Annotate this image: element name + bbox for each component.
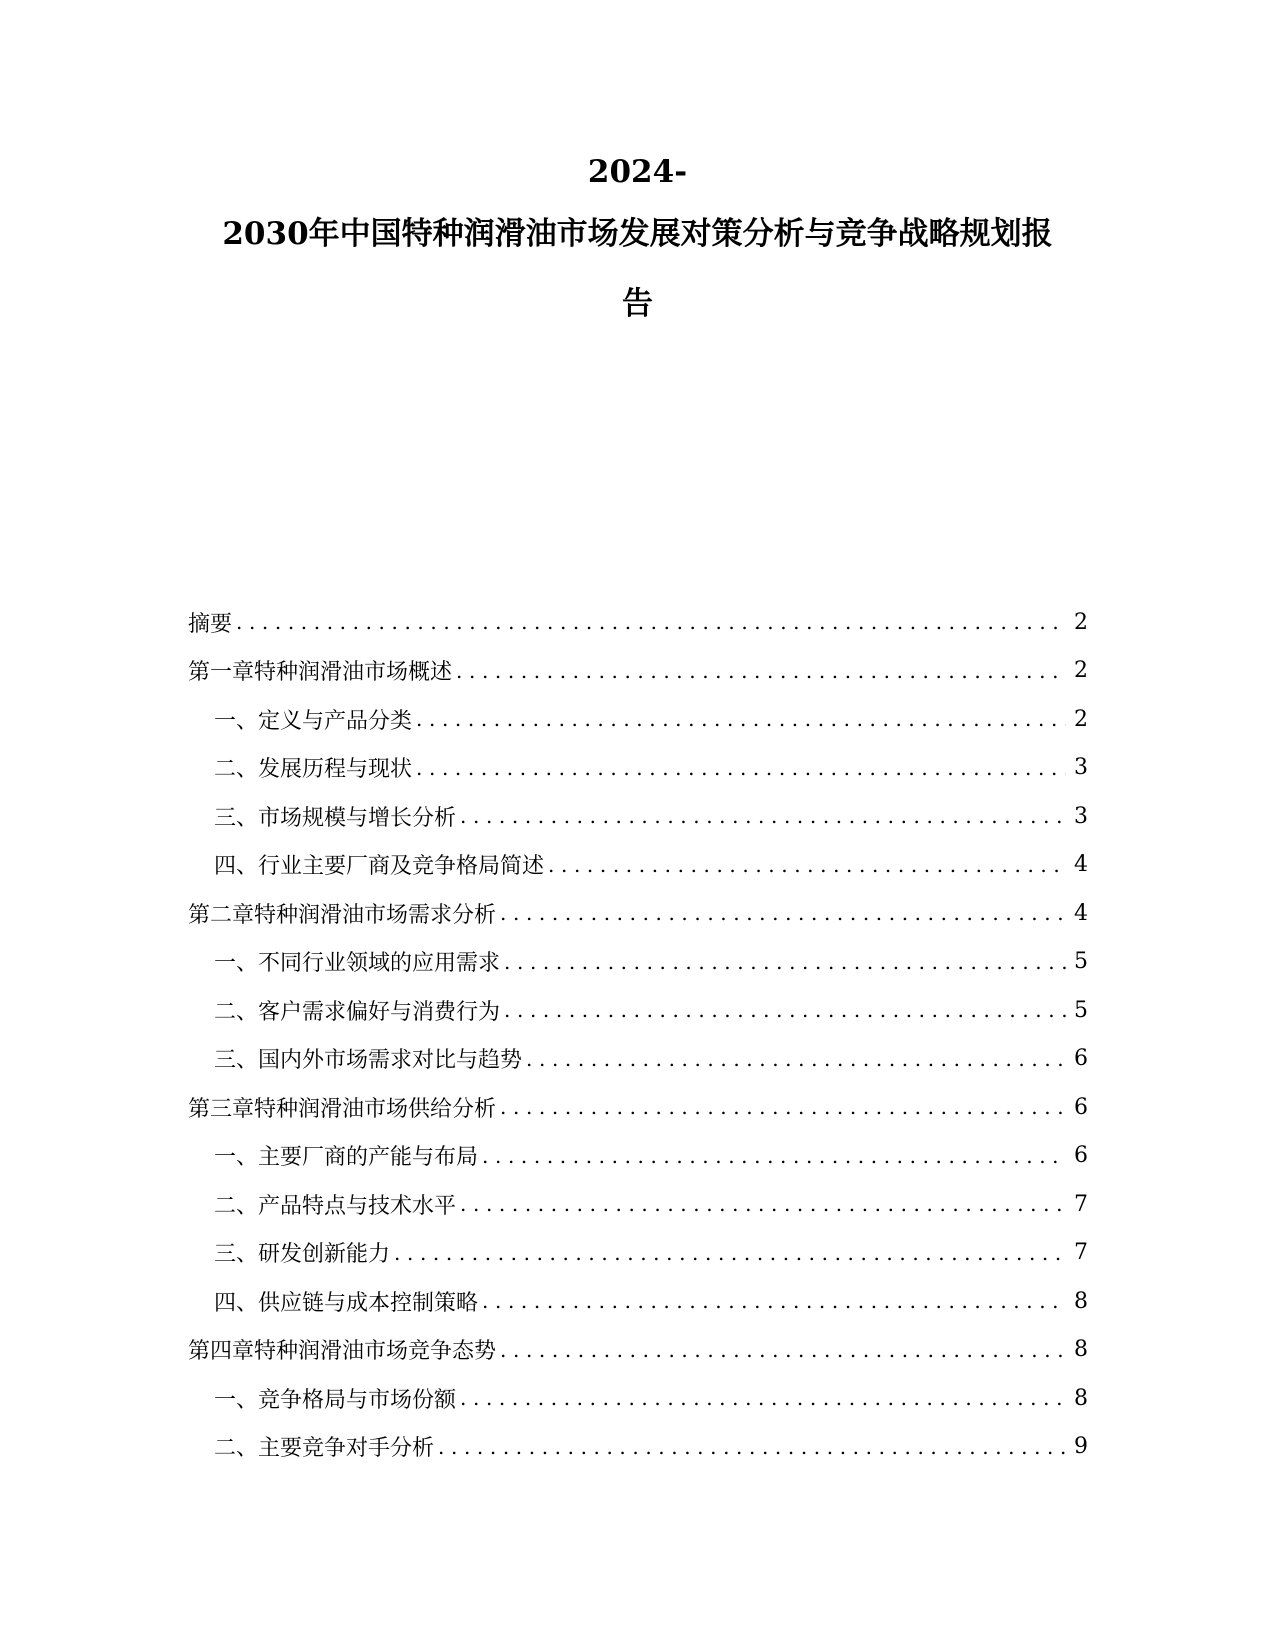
toc-entry-number: 二、 (214, 1436, 259, 1462)
toc-entry-page-number: 8 (1074, 1337, 1088, 1363)
toc-dot-leader (416, 756, 1066, 780)
toc-entry-page-number: 4 (1074, 900, 1088, 926)
toc-dot-leader (548, 853, 1066, 877)
toc-dot-leader (500, 1338, 1066, 1362)
toc-entry-title: 产品特点与技术水平 (258, 1193, 457, 1219)
toc-dot-leader (456, 659, 1066, 683)
toc-dot-leader (526, 1047, 1066, 1071)
toc-entry[interactable] (188, 1035, 1088, 1084)
toc-entry-number: 第三章 (188, 1096, 255, 1122)
toc-entry[interactable] (188, 1083, 1088, 1132)
toc-entry-number: 二、 (214, 999, 259, 1025)
toc-entry-title: 市场规模与增长分析 (258, 805, 457, 831)
toc-entry-page-number: 6 (1074, 1143, 1088, 1169)
document-title-line-2: 2030年中国特种润滑油市场发展对策分析与竞争战略规划报 (222, 216, 1053, 252)
toc-entry[interactable] (188, 1326, 1088, 1375)
toc-dot-leader (482, 1289, 1066, 1313)
toc-entry[interactable] (188, 889, 1088, 938)
toc-entry-number: 第一章 (188, 660, 255, 686)
document-title-line-1: 2024- (587, 154, 688, 190)
toc-dot-leader (504, 950, 1066, 974)
toc-entry-title: 供应链与成本控制策略 (258, 1290, 479, 1316)
toc-entry[interactable] (188, 1423, 1088, 1472)
toc-entry-page-number: 2 (1074, 658, 1088, 684)
toc-entry-page-number: 7 (1074, 1191, 1088, 1217)
toc-entry-page-number: 2 (1074, 706, 1088, 732)
toc-entry-page-number: 3 (1074, 803, 1088, 829)
toc-entry-title: 特种润滑油市场竞争态势 (254, 1339, 497, 1365)
toc-dot-leader (236, 610, 1066, 634)
toc-entry-number: 第二章 (188, 902, 255, 928)
toc-entry-page-number: 6 (1074, 1094, 1088, 1120)
toc-entry-number: 一、 (214, 1145, 259, 1171)
toc-dot-leader (460, 1386, 1066, 1410)
toc-entry-title: 国内外市场需求对比与趋势 (258, 1048, 523, 1074)
document-title-line-3: 告 (622, 286, 653, 322)
toc-entry-number: 四、 (214, 854, 259, 880)
toc-entry-title: 发展历程与现状 (258, 757, 413, 783)
toc-entry[interactable] (188, 1277, 1088, 1326)
toc-entry-title: 主要厂商的产能与布局 (258, 1145, 479, 1171)
toc-entry[interactable] (188, 792, 1088, 841)
toc-entry-page-number: 8 (1074, 1288, 1088, 1314)
toc-entry-number: 二、 (214, 1193, 259, 1219)
toc-entry-number: 三、 (214, 805, 259, 831)
toc-dot-leader (416, 707, 1066, 731)
toc-entry[interactable] (188, 841, 1088, 890)
toc-entry-number: 第四章 (188, 1339, 255, 1365)
toc-entry-page-number: 3 (1074, 755, 1088, 781)
toc-entry[interactable] (188, 938, 1088, 987)
toc-entry-title: 摘要 (188, 611, 233, 637)
toc-entry-page-number: 4 (1074, 852, 1088, 878)
toc-entry-title: 研发创新能力 (258, 1242, 391, 1268)
toc-dot-leader (482, 1144, 1066, 1168)
toc-entry-title: 特种润滑油市场概述 (254, 660, 453, 686)
toc-entry-page-number: 6 (1074, 1046, 1088, 1072)
toc-entry-title: 行业主要厂商及竞争格局简述 (258, 854, 545, 880)
toc-entry[interactable] (188, 986, 1088, 1035)
toc-dot-leader (504, 998, 1066, 1022)
toc-entry-page-number: 5 (1074, 997, 1088, 1023)
toc-entry-page-number: 9 (1074, 1434, 1088, 1460)
toc-entry[interactable] (188, 1229, 1088, 1278)
toc-entry-title: 特种润滑油市场供给分析 (254, 1096, 497, 1122)
toc-entry-number: 二、 (214, 757, 259, 783)
toc-entry-page-number: 8 (1074, 1385, 1088, 1411)
toc-entry-title: 特种润滑油市场需求分析 (254, 902, 497, 928)
toc-entry[interactable] (188, 1180, 1088, 1229)
toc-entry-number: 一、 (214, 708, 259, 734)
toc-entry-title: 不同行业领域的应用需求 (258, 951, 501, 977)
toc-entry-title: 主要竞争对手分析 (258, 1436, 435, 1462)
toc-entry-number: 三、 (214, 1048, 259, 1074)
toc-entry-page-number: 2 (1074, 609, 1088, 635)
toc-entry-page-number: 7 (1074, 1240, 1088, 1266)
toc-entry-number: 一、 (214, 1387, 259, 1413)
toc-dot-leader (394, 1241, 1066, 1265)
toc-dot-leader (460, 1192, 1066, 1216)
toc-entry[interactable] (188, 647, 1088, 696)
toc-entry[interactable] (188, 1132, 1088, 1181)
toc-entry-title: 客户需求偏好与消费行为 (258, 999, 501, 1025)
toc-entry-number: 一、 (214, 951, 259, 977)
toc-entry-number: 四、 (214, 1290, 259, 1316)
toc-dot-leader (460, 804, 1066, 828)
toc-dot-leader (500, 1095, 1066, 1119)
toc-entry-title: 定义与产品分类 (258, 708, 413, 734)
toc-entry[interactable] (188, 695, 1088, 744)
toc-dot-leader (438, 1435, 1066, 1459)
toc-entry[interactable] (188, 744, 1088, 793)
table-of-contents (188, 598, 1088, 1471)
toc-dot-leader (500, 901, 1066, 925)
toc-entry[interactable] (188, 598, 1088, 647)
toc-entry[interactable] (188, 1374, 1088, 1423)
toc-entry-page-number: 5 (1074, 949, 1088, 975)
toc-entry-number: 三、 (214, 1242, 259, 1268)
toc-entry-title: 竞争格局与市场份额 (258, 1387, 457, 1413)
